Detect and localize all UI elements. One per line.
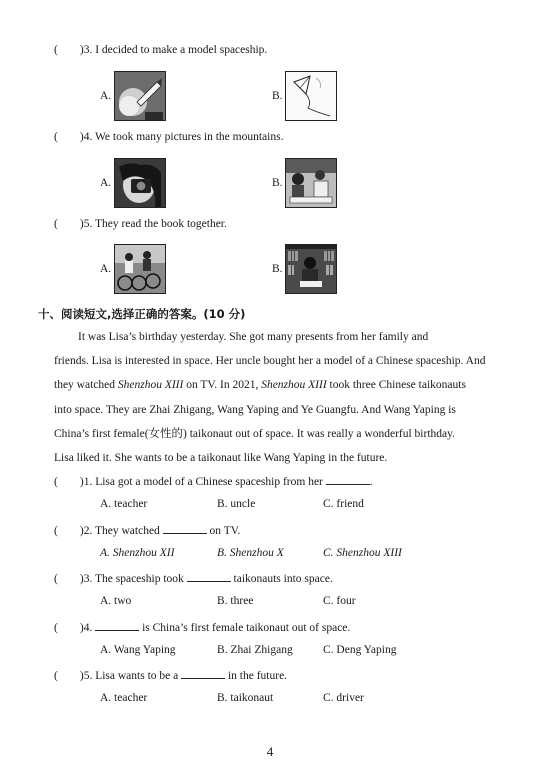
reading-question-5: ( )5. Lisa wants to be a in the future. bbox=[54, 670, 288, 682]
picture-question-3 bbox=[54, 44, 267, 56]
option-c[interactable]: C. Shenzhou XIII bbox=[323, 547, 402, 559]
question-stem: 1. Lisa got a model of a Chinese spaceship from her bbox=[83, 476, 326, 488]
reading-passage bbox=[54, 325, 490, 470]
answer-paren-open: ( bbox=[54, 44, 58, 56]
passage-line-6: Lisa liked it. She wants to be a taikonaut like Wang Yaping in the future. bbox=[54, 451, 388, 464]
library-reading-photo bbox=[285, 244, 337, 294]
option-a-label: A. bbox=[100, 90, 112, 102]
passage-line-2: friends. Lisa is interested in space. Her uncle bought her a model of a Chinese spaceship. And bbox=[54, 355, 486, 368]
picture-question-4 bbox=[54, 131, 283, 143]
picture-question-5 bbox=[54, 218, 227, 230]
answer-blank[interactable] bbox=[163, 523, 207, 534]
passage-line-4: into space. They are Zhai Zhigang, Wang Yaping and Ye Guangfu. And Wang Yaping is bbox=[54, 403, 456, 416]
answer-blank[interactable] bbox=[181, 668, 225, 679]
option-a[interactable]: A. teacher bbox=[100, 692, 148, 704]
option-c[interactable]: C. friend bbox=[323, 498, 364, 510]
option-c[interactable]: C. driver bbox=[323, 692, 364, 704]
question-sentence: They read the book together. bbox=[94, 218, 227, 230]
question-number: 3. bbox=[83, 44, 93, 56]
rocket-launch-photo bbox=[114, 71, 166, 121]
reading-question-1: ( )1. Lisa got a model of a Chinese spaceship from her . bbox=[54, 476, 373, 488]
spaceship-name: Shenzhou XIII bbox=[261, 379, 327, 392]
reading-question-2: ( )2. They watched on TV. bbox=[54, 525, 241, 537]
reading-question-4: ( )4. is China’s first female taikonaut out of space. bbox=[54, 622, 351, 634]
question-sentence: We took many pictures in the mountains. bbox=[94, 131, 284, 143]
option-a[interactable]: A. two bbox=[100, 595, 132, 607]
answer-blank[interactable] bbox=[187, 571, 231, 582]
passage-line-5: China’s first female(女性的) taikonaut out of space. It was really a wonderful birthday. bbox=[54, 427, 455, 440]
passage-line-3: they watched Shenzhou XIII on TV. In 2021, Shenzhou XIII took three Chinese taikonauts bbox=[54, 379, 466, 392]
option-b[interactable]: B. Shenzhou X bbox=[217, 547, 284, 559]
option-b[interactable]: B. three bbox=[217, 595, 254, 607]
option-b[interactable]: B. uncle bbox=[217, 498, 256, 510]
family-at-table-photo bbox=[285, 158, 337, 208]
option-b-label: B. bbox=[272, 90, 283, 102]
kite-drawing bbox=[285, 71, 337, 121]
section-title: 十、阅读短文,选择正确的答案。(10 分) bbox=[38, 307, 246, 321]
question-stem: 2. They watched bbox=[83, 525, 163, 537]
answer-paren-close: ) bbox=[79, 44, 84, 56]
option-a-label: A. bbox=[100, 263, 112, 275]
option-b-label: B. bbox=[272, 177, 283, 189]
option-a[interactable]: A. teacher bbox=[100, 498, 148, 510]
option-c[interactable]: C. four bbox=[323, 595, 356, 607]
answer-paren-open: ( bbox=[54, 131, 58, 143]
option-b-label: B. bbox=[272, 263, 283, 275]
option-c[interactable]: C. Deng Yaping bbox=[323, 644, 397, 656]
option-b[interactable]: B. taikonaut bbox=[217, 692, 274, 704]
passage-line-1: It was Lisa’s birthday yesterday. She got many presents from her family and bbox=[78, 331, 429, 343]
answer-blank[interactable] bbox=[326, 474, 370, 485]
page-number: 4 bbox=[266, 744, 274, 759]
answer-paren-close: ) bbox=[79, 131, 84, 143]
option-a-label: A. bbox=[100, 177, 112, 189]
option-b[interactable]: B. Zhai Zhigang bbox=[217, 644, 293, 656]
answer-paren-open: ( bbox=[54, 218, 58, 230]
question-stem: 3. The spaceship took bbox=[83, 573, 187, 585]
option-a[interactable]: A. Shenzhou XII bbox=[100, 547, 175, 559]
camera-photographer-photo bbox=[114, 158, 166, 208]
question-stem: 5. Lisa wants to be a bbox=[83, 670, 182, 682]
question-stem: 4. bbox=[83, 622, 96, 634]
question-number: 5. bbox=[83, 218, 93, 230]
question-number: 4. bbox=[83, 131, 93, 143]
children-bicycles-photo bbox=[114, 244, 166, 294]
question-sentence: I decided to make a model spaceship. bbox=[95, 44, 268, 56]
answer-blank[interactable] bbox=[95, 620, 139, 631]
answer-paren-close: ) bbox=[79, 218, 84, 230]
spaceship-name: Shenzhou XIII bbox=[117, 379, 184, 392]
reading-question-3: ( )3. The spaceship took taikonauts into space. bbox=[54, 573, 333, 585]
option-a[interactable]: A. Wang Yaping bbox=[100, 644, 176, 656]
